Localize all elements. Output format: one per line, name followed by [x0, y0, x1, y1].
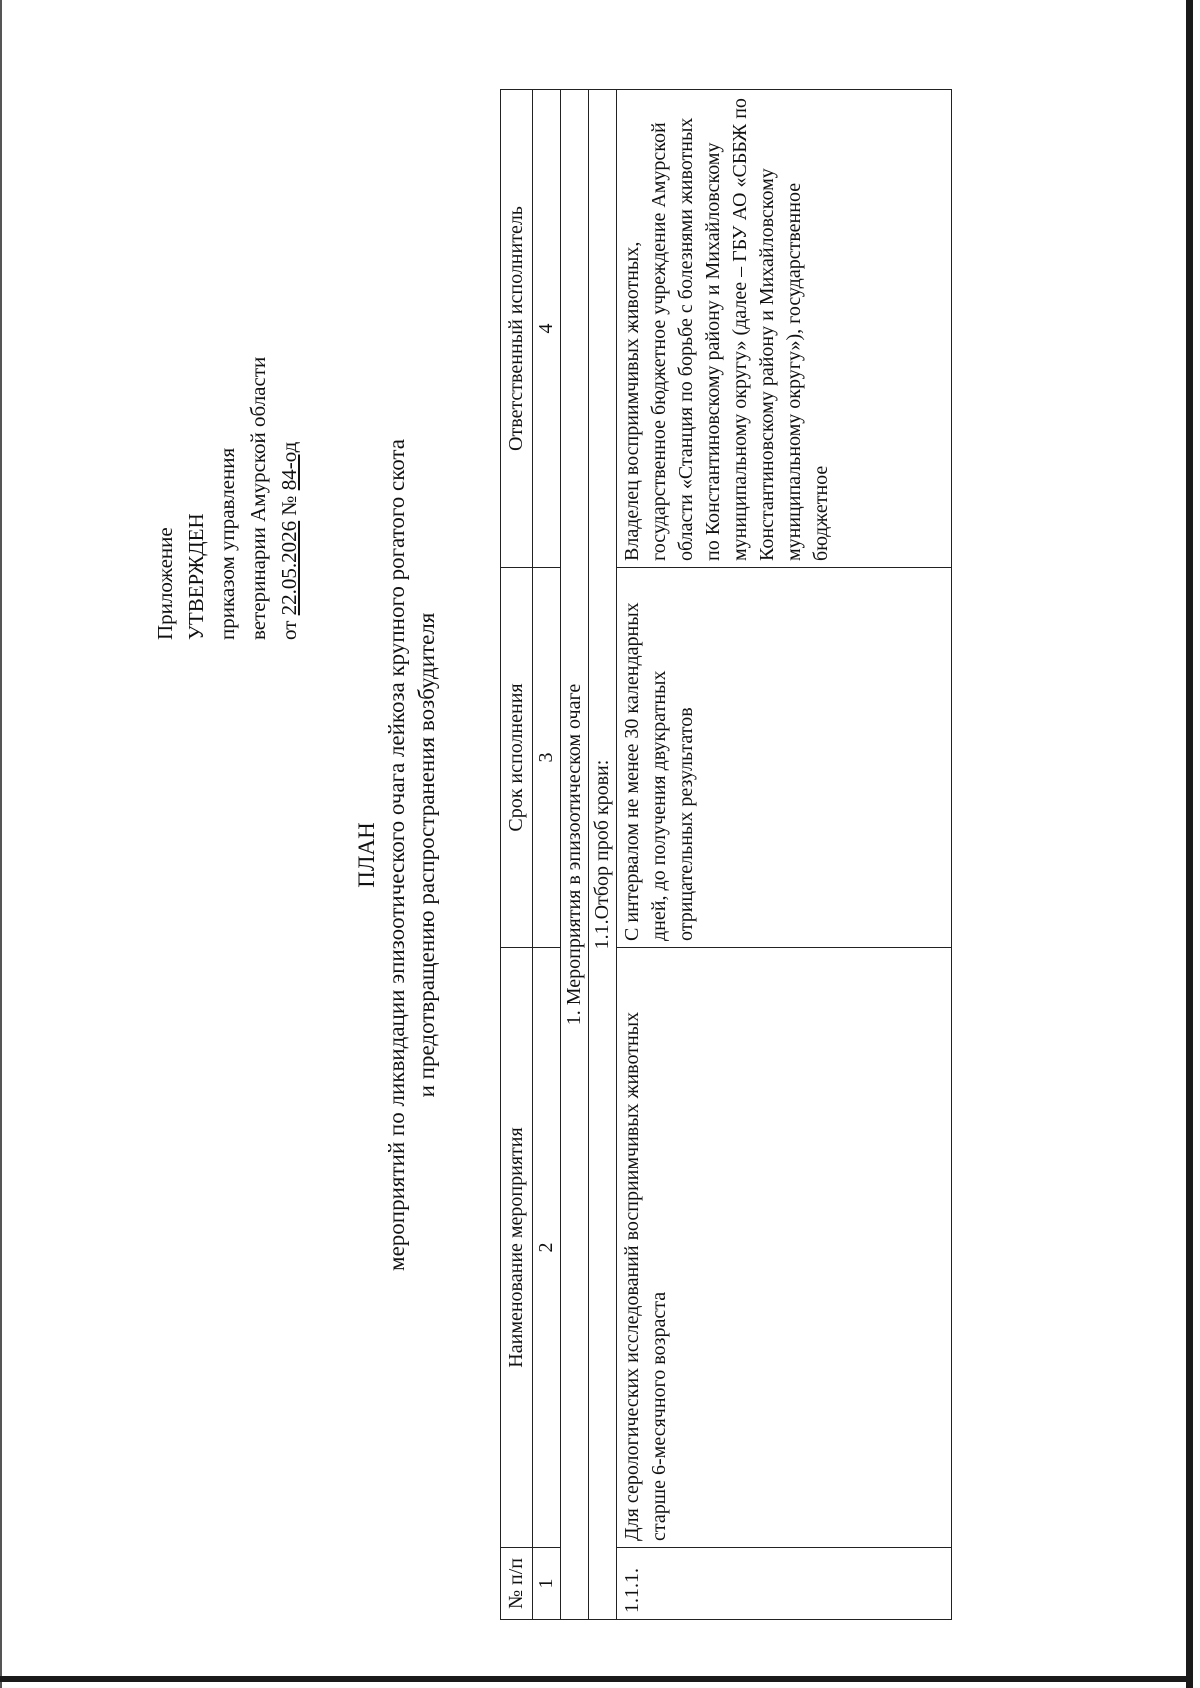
subsection-title: 1.1.Отбор проб крови: [589, 90, 617, 1620]
header-number: № п/п [501, 1548, 533, 1620]
subsection-row [589, 90, 617, 1620]
header-executor: Ответственный исполнитель [501, 90, 533, 568]
header-deadline: Срок исполнения [501, 568, 533, 948]
approval-line-department: ветеринарии Амурской области [246, 356, 270, 640]
approval-line-appendix: Приложение [153, 527, 177, 640]
number-prefix: № [277, 495, 301, 516]
row-executor: Владелец восприимчивых животных, государственное бюджетное учреждение Амурской области «Станция по борьбе с болезнями животных по Константиновскому району и Михайловскому муниципальному округу» (далее – ГБУ АО «СББЖ по Константиновскому району и Михайловскому муниципальному округу»), государственное бюджетное [617, 90, 952, 568]
row-deadline: С интервалом не менее 30 календарных дней, до получения двукратных отрицательных результатов [617, 568, 952, 948]
document-title [352, 90, 442, 1620]
page-border-right [1186, 0, 1193, 1688]
approval-date: 22.05.2026 [277, 520, 301, 616]
approval-number: 84-од [277, 441, 301, 491]
column-numbers-row [533, 90, 561, 1620]
table-header-row [501, 90, 533, 1620]
section-title: 1. Мероприятия в эпизоотическом очаге [561, 90, 589, 1620]
rotated-page [90, 90, 1130, 1620]
column-number: 2 [533, 948, 561, 1548]
title-heading: ПЛАН [354, 822, 379, 888]
approval-line-date [274, 180, 305, 640]
approval-line-order: приказом управления [215, 447, 239, 640]
page-edge-left [0, 0, 2, 1688]
title-line-2: и предотвращению распространения возбудителя [414, 612, 439, 1098]
page-border-bottom [0, 1676, 1193, 1682]
column-number: 3 [533, 568, 561, 948]
title-line-1: мероприятий по ликвидации эпизоотического очага лейкоза крупного рогатого скота [384, 439, 409, 1271]
section-row [561, 90, 589, 1620]
column-number: 1 [533, 1548, 561, 1620]
row-number: 1.1.1. [617, 1548, 952, 1620]
column-number: 4 [533, 90, 561, 568]
plan-table [500, 89, 952, 1620]
approval-block [150, 180, 305, 640]
date-prefix: от [277, 620, 301, 640]
table-row [617, 90, 952, 1620]
approval-line-approved: УТВЕРЖДЕН [184, 513, 208, 640]
header-name: Наименование мероприятия [501, 948, 533, 1548]
row-name: Для серологических исследований восприимчивых животных старше 6-месячного возраста [617, 948, 952, 1548]
